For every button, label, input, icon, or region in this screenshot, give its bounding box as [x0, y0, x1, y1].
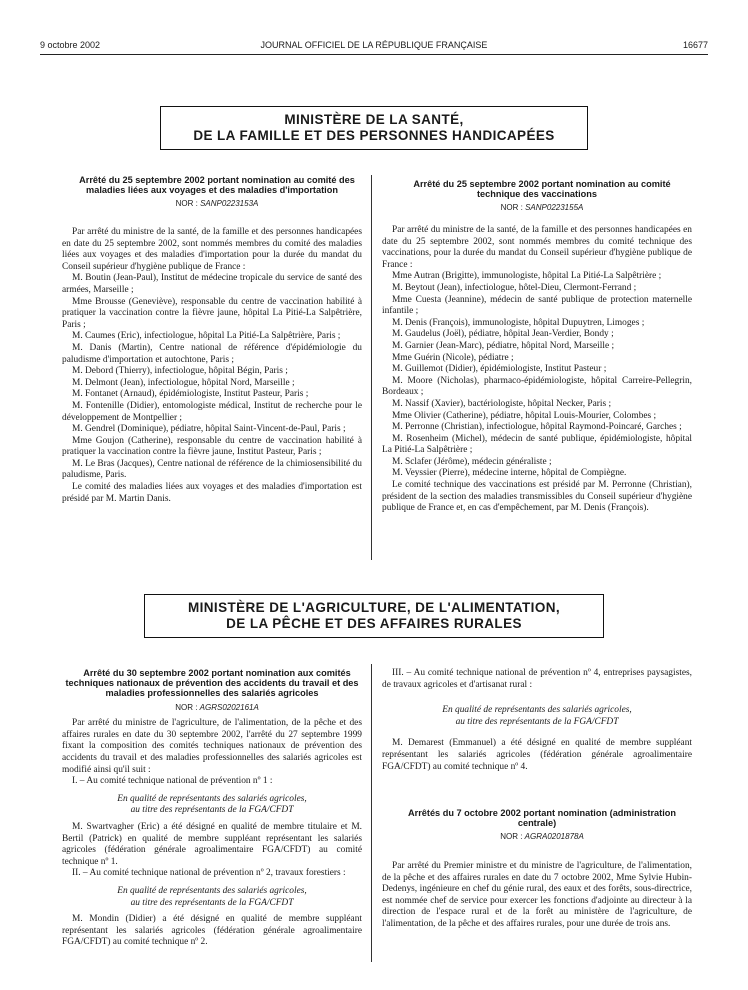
article-central-administration-appointment	[382, 808, 692, 931]
article-paragraph: M. Denis (François), immunologiste, hôpital Dupuytren, Limoges ;	[392, 317, 645, 328]
article-paragraph: Mme Autran (Brigitte), immunologiste, hôpital La Pitié-La Salpêtrière ;	[392, 271, 662, 282]
section-heading: I. – Au comité technique national de prévention nº 1 :	[72, 776, 273, 787]
article-paragraph: Mme Cuesta (Jeannine), médecin de santé publique de protection maternelle infantile ;	[382, 294, 692, 317]
article-paragraph: M. Nassif (Xavier), bactériologiste, hôpital Necker, Paris ;	[392, 398, 612, 409]
italic-subheading: au titre des représentants de la FGA/CFDT	[130, 897, 294, 908]
article-paragraph: M. Gaudelus (Joël), pédiatre, hôpital Jean-Verdier, Bondy ;	[392, 329, 614, 340]
article-paragraph: Le comité des maladies liées aux voyages et des maladies d'importation est présidé par M. Martin Danis.	[62, 482, 362, 504]
nor-label: NOR :	[500, 203, 523, 213]
article-paragraph: M. Beytout (Jean), infectiologue, hôtel-Dieu, Clermont-Ferrand ;	[392, 282, 637, 293]
article-paragraph: M. Demarest (Emmanuel) a été désigné en qualité de membre suppléant représentant les salariés agricoles (fédération générale agroalimentaire FGA/CFDT) au comité technique nº 4.	[382, 738, 692, 772]
article-paragraph: Par arrêté du ministre de l'agriculture, de l'alimentation, de la pêche et des affaires rurales en date du 30 septembre 2002, l'arrêté du 27 septembre 1999 fixant la composition des comités techniques nationaux de prévention des accidents du travail et des maladies professionnelles des salariés agricoles est modifié ainsi qu'il suit :	[62, 718, 362, 775]
article-paragraph: M. Rosenheim (Michel), médecin de santé publique, épidémiologiste, hôpital La Pitié-La Salpêtrière ;	[382, 433, 692, 456]
ministry-health-line2: DE LA FAMILLE ET DES PERSONNES HANDICAPÉES	[193, 128, 555, 143]
article-paragraph: M. Mondin (Didier) a été désigné en qualité de membre suppléant représentant les salariés agricoles (fédération générale agroalimentaire FGA/CFDT) au comité technique nº 2.	[62, 914, 362, 948]
header-rule	[40, 54, 708, 55]
article-paragraph: M. Delmont (Jean), infectiologue, hôpital Nord, Marseille ;	[72, 377, 295, 388]
article-paragraph: Par arrêté du ministre de la santé, de la famille et des personnes handicapées en date du 25 septembre 2002, sont nommés membres du comité des maladies liées aux voyages et des maladies d'importation pour la durée du mandat du Conseil supérieur d'hygiène publique de France :	[62, 227, 362, 272]
header-date: 9 octobre 2002	[40, 40, 101, 50]
article-agricultural-prevention-continued	[382, 668, 692, 773]
nor-code: SANP0223153A	[200, 199, 259, 209]
nor-label: NOR :	[175, 199, 198, 209]
article-paragraph: M. Debord (Thierry), infectiologue, hôpital Bégin, Paris ;	[72, 366, 288, 377]
ministry-agriculture-heading	[144, 594, 604, 638]
article-paragraph: M. Swartvagher (Eric) a été désigné en qualité de membre titulaire et M. Bertil (Patrick) en qualité de membre suppléant représentant les salariés agricoles (fédération générale agroalimentaire FGA/CFDT) au comité technique nº 1.	[62, 821, 362, 867]
header-journal-title: JOURNAL OFFICIEL DE LA RÉPUBLIQUE FRANÇAISE	[260, 40, 488, 50]
nor-reference	[382, 831, 692, 843]
header-page-number: 16677	[682, 40, 708, 50]
article-paragraph: M. Fontenille (Didier), entomologiste médical, Institut de recherche pour le développement de Montpellier ;	[62, 400, 362, 423]
nor-label: NOR :	[175, 702, 198, 712]
article-paragraph: M. Sclafer (Jérôme), médecin généraliste ;	[392, 456, 552, 467]
italic-subheading: En qualité de représentants des salariés agricoles,	[117, 793, 307, 804]
article-paragraph: Par arrêté du ministre de la santé, de la famille et des personnes handicapées en date du 25 septembre 2002, sont nommés membres du comité technique des vaccinations, pour la durée du mandat du Conseil supérieur d'hygiène publique de France :	[382, 225, 692, 270]
article-paragraph: M. Gendrel (Dominique), pédiatre, hôpital Saint-Vincent-de-Paul, Paris ;	[72, 424, 346, 435]
article-paragraph: Mme Olivier (Catherine), pédiatre, hôpital Louis-Mourier, Colombes ;	[392, 410, 657, 421]
article-paragraph: M. Garnier (Jean-Marc), pédiatre, hôpital Nord, Marseille ;	[392, 340, 615, 351]
ministry-agriculture-line2: DE LA PÊCHE ET DES AFFAIRES RURALES	[226, 616, 522, 631]
article-paragraph: M. Fontanet (Arnaud), épidémiologiste, Institut Pasteur, Paris ;	[72, 389, 309, 400]
nor-code: AGRS0202161A	[199, 702, 259, 712]
italic-subheading: En qualité de représentants des salariés agricoles,	[442, 705, 632, 716]
article-title: Arrêté du 30 septembre 2002 portant nomination aux comités techniques nationaux de prévention des accidents du travail et des maladies professionnelles des salariés agricoles	[65, 668, 359, 699]
column-divider	[371, 175, 372, 560]
article-paragraph: M. Guillemot (Didier), épidémiologiste, Institut Pasteur ;	[392, 364, 607, 375]
article-paragraph: Mme Goujon (Catherine), responsable du centre de vaccination habilité à pratiquer la vaccination contre la fièvre jaune, Institut Pasteur, Paris ;	[62, 435, 362, 458]
column-divider	[371, 664, 372, 962]
article-body	[62, 227, 362, 505]
nor-code: SANP0223155A	[525, 203, 584, 213]
nor-reference	[62, 198, 362, 210]
article-travel-diseases-committee	[62, 175, 362, 505]
nor-reference	[382, 202, 692, 214]
article-paragraph: Mme Brousse (Geneviève), responsable du centre de vaccination habilité à pratiquer la vaccination contre la fièvre jaune, hôpital La Pitié-La Salpêtrière, Paris ;	[62, 296, 362, 330]
article-agricultural-prevention-committees	[62, 668, 362, 949]
nor-code: AGRA0201878A	[524, 832, 584, 842]
article-paragraph: M. Veyssier (Pierre), médecine interne, hôpital de Compiègne.	[392, 468, 627, 479]
article-paragraph: M. Danis (Martin), Centre national de référence d'épidémiologie du paludisme d'importation et autochtone, Paris ;	[62, 342, 362, 365]
italic-subheading: En qualité de représentants des salariés agricoles,	[117, 885, 307, 896]
article-paragraph: Le comité technique des vaccinations est présidé par M. Perronne (Christian), président de la section des maladies transmissibles du Conseil supérieur d'hygiène publique de France et, en cas d'empêchement, par M. Denis (François).	[382, 480, 692, 514]
italic-subheading: au titre des représentants de la FGA/CFDT	[455, 716, 619, 727]
nor-label: NOR :	[500, 832, 523, 842]
article-title: Arrêté du 25 septembre 2002 portant nomination au comité technique des vaccinations	[413, 179, 671, 200]
ministry-health-line1: MINISTÈRE DE LA SANTÉ,	[284, 112, 464, 127]
section-heading: II. – Au comité technique national de prévention nº 2, travaux forestiers :	[72, 868, 346, 879]
article-paragraph: M. Caumes (Eric), infectiologue, hôpital La Pitié-La Salpêtrière, Paris ;	[72, 331, 341, 342]
article-paragraph: M. Perronne (Christian), infectiologue, hôpital Raymond-Poincaré, Garches ;	[392, 422, 682, 433]
italic-subheading: au titre des représentants de la FGA/CFDT	[130, 805, 294, 816]
ministry-health-heading	[160, 106, 588, 150]
article-title: Arrêté du 25 septembre 2002 portant nomination au comité des maladies liées aux voyages et des maladies d'importation	[79, 175, 355, 196]
article-paragraph: M. Moore (Nicholas), pharmaco-épidémiologiste, hôpital Carreire-Pellegrin, Bordeaux ;	[382, 375, 692, 398]
article-paragraph: Par arrêté du Premier ministre et du ministre de l'agriculture, de l'alimentation, de la pêche et des affaires rurales en date du 7 octobre 2002, Mme Sylvie Hubin-Dedenys, ingénieure en chef du génie rural, des eaux et des forêts, sous-directrice, est nommée chef de service pour exercer les fonctions d'adjointe au directeur à la direction de l'espace rural et de la forêt au ministère de l'agriculture, de l'alimentation, de la pêche et des affaires rurales, pour une durée de trois ans.	[382, 861, 692, 929]
article-vaccination-committee	[382, 179, 692, 515]
article-title: Arrêtés du 7 octobre 2002 portant nomination (administration centrale)	[407, 808, 676, 829]
article-paragraph: M. Le Bras (Jacques), Centre national de référence de la chimiosensibilité du paludisme, Paris.	[62, 458, 362, 481]
section-heading: III. – Au comité technique national de prévention nº 4, entreprises paysagistes, de travaux agricoles et d'artisanat rural :	[382, 668, 692, 690]
article-body	[382, 225, 692, 515]
ministry-agriculture-line1: MINISTÈRE DE L'AGRICULTURE, DE L'ALIMENTATION,	[187, 600, 561, 615]
nor-reference	[62, 702, 362, 714]
article-paragraph: Mme Guérin (Nicole), pédiatre ;	[392, 352, 514, 363]
article-paragraph: M. Boutin (Jean-Paul), Institut de médecine tropicale du service de santé des armées, Marseille ;	[62, 273, 362, 295]
